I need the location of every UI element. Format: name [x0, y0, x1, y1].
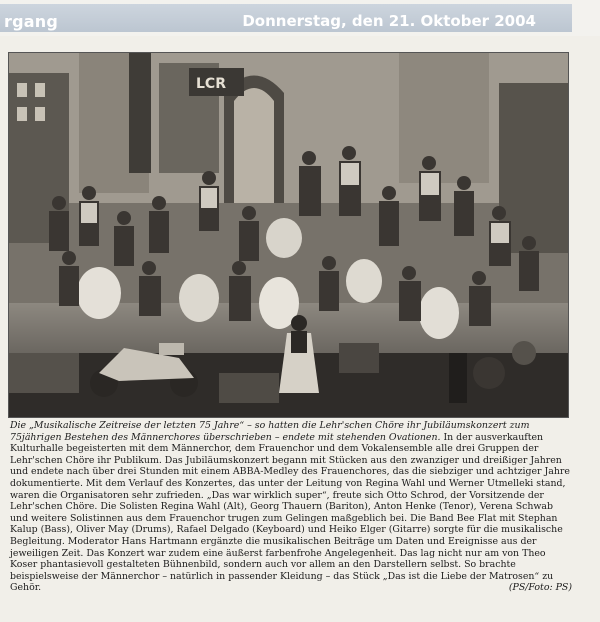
issue-date: Donnerstag, den 21. Oktober 2004 [242, 12, 536, 30]
photo-credit: (PS/Foto: PS) [508, 582, 572, 594]
section-title: rgang [4, 12, 58, 31]
concert-photo-image [9, 53, 569, 418]
stage-sign: LCR [196, 76, 226, 92]
header-bar [0, 4, 572, 32]
caption-body: In der ausverkauften Kulturhalle begeisterten mit dem Männerchor, dem Frauenchor und dem Vokalensemble alle drei Gruppen der Lehr'schen Chöre ihr Publikum. Das Jubiläumskonzert begann mit Stücken aus den zwanziger und dreißiger Jahren und endete nach über drei Stunden mit einem ABBA-Medley des Frauenchores, das die siebziger und achtziger Jahre dokumentierte. Mit dem Verlauf des Konzertes, das unter der Leitung von Regina Wahl und Werner Utmelleki stand, waren die Organisatoren sehr zufrieden. „Das war wirklich super“, freute sich Otto Schrod, der Vorsitzende der Lehr'schen Chöre. Die Solisten Regina Wahl (Alt), Georg Thauern (Bariton), Anton Henke (Tenor), Verena Schwab und weitere Solistinnen aus dem Frauenchor trugen zum Gelingen maßgeblich bei. Die Band Bee Flat mit Stephan Kalup (Bass), Oliver May (Drums), Rafael Delgado (Keyboard) und Heiko Elger (Gitarre) sorgte für die musikalische Begleitung. Moderator Hans Hartmann ergänzte die musikalischen Beiträge um Daten und Ereignisse aus der jeweiligen Zeit. Das Konzert war zudem eine äußerst farbenfrohe Angelegenheit. Das lag nicht nur am von Theo Koser phantasievoll gestalteten Bühnenbild, sondern auch vor allem an den Darstellern selbst. So brachte beispielsweise der Männerchor – natürlich in passender Kleidung – das Stück „Das ist die Liebe der Matrosen“ zu Gehör. [10, 431, 570, 594]
caption-lead: Die „Musikalische Zeitreise der letzten 75 Jahre“ – so hatten die Lehr'schen Chöre ihr Jubiläumskonzert zum 75jährigen Bestehen des Männerchores überschrieben – endete mit stehenden Ovationen. [10, 420, 530, 443]
concert-photo [8, 52, 569, 418]
page-header [0, 0, 600, 36]
photo-caption [10, 420, 572, 594]
